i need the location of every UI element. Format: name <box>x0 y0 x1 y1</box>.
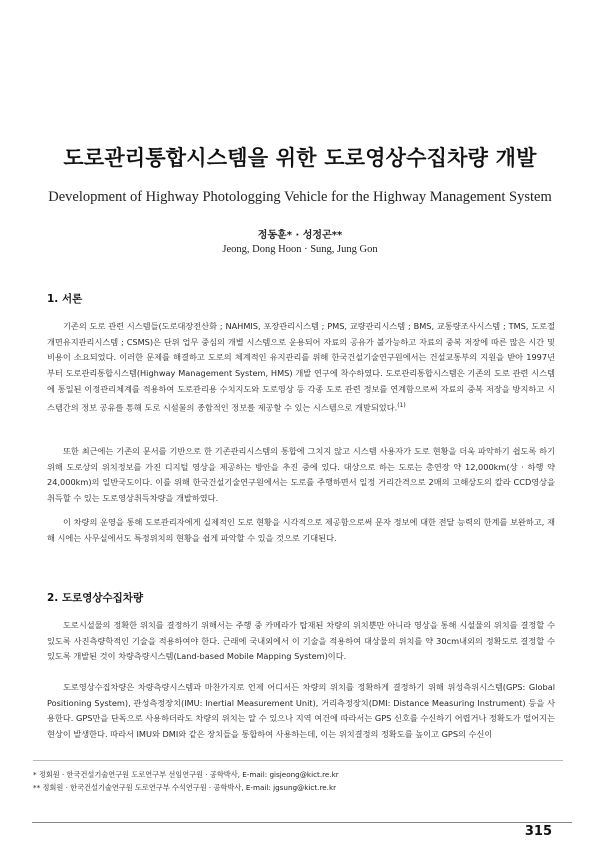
section1-paragraph-1 <box>47 319 555 416</box>
paper-title-korean: 도로관리통합시스템을 위한 도로영상수집차량 개발 <box>63 146 537 170</box>
paragraph-text: 또한 최근에는 기존의 문서를 기반으로 한 기존관리시스템의 통합에 그치지 않고 시스템 사용자가 도로 현황을 더욱 파악하기 쉽도록 하기 위해 도로상의 위치정보를 가진 디지털 영상을 제공하는 방안을 추진 중에 있다. 대상으로 하는 도로는 총연장 약 12,000km(상 · 하행 약 24,000km)의 일반국도이다. 이를 위해 한국건설기술연구원에서는 도로를 주행하면서 일정 거리간격으로 2매의 고해상도의 칼라 CCD영상을 취득할 수 있는 도로영상취득차량을 개발하였다. <box>47 446 555 504</box>
authors-english: Jeong, Dong Hoon · Sung, Jung Gon <box>222 244 378 255</box>
paragraph-text: 도로시설물의 정확한 위치를 결정하기 위해서는 주행 중 카메라가 탑재된 차량의 위치뿐만 아니라 영상을 통해 시설물의 위치를 결정할 수 있도록 사진측량학적인 기술을 적용하여야 한다. 근래에 국내외에서 이 기술을 적용하여 대상물의 위치를 약 30cm내외의 정확도로 결정할 수 있도록 개발된 것이 차량측량시스템(Land-based Mobile Mapping System)이다. <box>47 620 555 662</box>
authors-korean: 정동훈* · 성정곤** <box>257 230 343 241</box>
footnote-first-author: * 정회원 · 한국건설기술연구원 도로연구부 선임연구원 · 공학박사, E-mail: gisjeong@kict.re.kr <box>33 770 339 779</box>
section-heading-photologging-vehicle: 2. 도로영상수집차량 <box>47 592 144 604</box>
footnote-second-author: ** 정회원 · 한국건설기술연구원 도로연구부 수석연구원 · 공학박사, E-mail: jgsung@kict.re.kr <box>33 783 337 792</box>
section1-paragraph-2 <box>47 444 555 507</box>
footnote-divider <box>33 760 563 761</box>
paragraph-text: 도로영상수집차량은 차량측량시스템과 마찬가지로 언제 어디서든 차량의 위치를 정확하게 결정하기 위해 위성측위시스템(GPS: Global Positioning System), 관성측정장치(IMU: Inertial Measurement Unit), 거리측정장치(DMI: Distance Measuring Instrument) 등을 사용한다. GPS만을 단독으로 사용하더라도 차량의 위치는 알 수 있으나 지역 여건에 따라서는 GPS 신호를 수신하기 어렵거나 정확도가 떨어지는 현상이 발생한다. 따라서 IMU와 DMI와 같은 장치들을 통합하여 사용하는데, 이는 위치결정의 정확도를 높이고 GPS의 수신이 <box>47 682 555 740</box>
page-number: 315 <box>524 824 552 839</box>
author-footnotes <box>33 768 339 794</box>
page-bottom-rule <box>32 822 572 823</box>
section2-paragraph-1 <box>47 618 555 665</box>
section-heading-introduction: 1. 서론 <box>47 293 83 305</box>
footnote-reference: (1) <box>397 401 406 409</box>
section2-paragraph-2 <box>47 680 555 743</box>
paper-title-english: Development of Highway Photologging Vehicle for the Highway Management System <box>48 189 552 205</box>
paragraph-text: 이 차량의 운영을 통해 도로관리자에게 실제적인 도로 현황을 시각적으로 제공함으로써 문자 정보에 대한 전달 능력의 한계를 보완하고, 재해 시에는 사무실에서도 특정위치의 현황을 쉽게 파악할 수 있을 것으로 기대된다. <box>47 517 555 543</box>
section1-paragraph-3 <box>47 515 555 546</box>
paragraph-text: 기존의 도로 관련 시스템들(도로대장전산화 ; NAHMIS, 포장관리시스템 ; PMS, 교량관리시스템 ; BMS, 교통량조사시스템 ; TMS, 도로절개면유지관리시스템 ; CSMS)은 단위 업무 중심의 개별 시스템으로 운용되어 자료의 공유가 불가능하고 자료의 중복 저장에 따른 많은 시간 및 비용이 소요되었다. 이러한 문제를 해결하고 도로의 체계적인 유지관리를 위해 한국건설기술연구원에서는 건설교통부의 지원을 받아 1997년부터 도로관리통합시스템(Highway Management System, HMS) 개발 연구에 착수하였다. 도로관리통합시스템은 기존의 도로 관련 시스템에 통일된 이정관리체계를 적용하여 도로관리용 수치지도와 도로영상 등 각종 도로 관련 정보를 연계함으로써 자료의 중복 저장을 방지하고 시스템간의 정보 공유를 통해 도로 시설물의 종합적인 정보를 제공할 수 있는 시스템으로 개발되었다. <box>47 321 555 413</box>
